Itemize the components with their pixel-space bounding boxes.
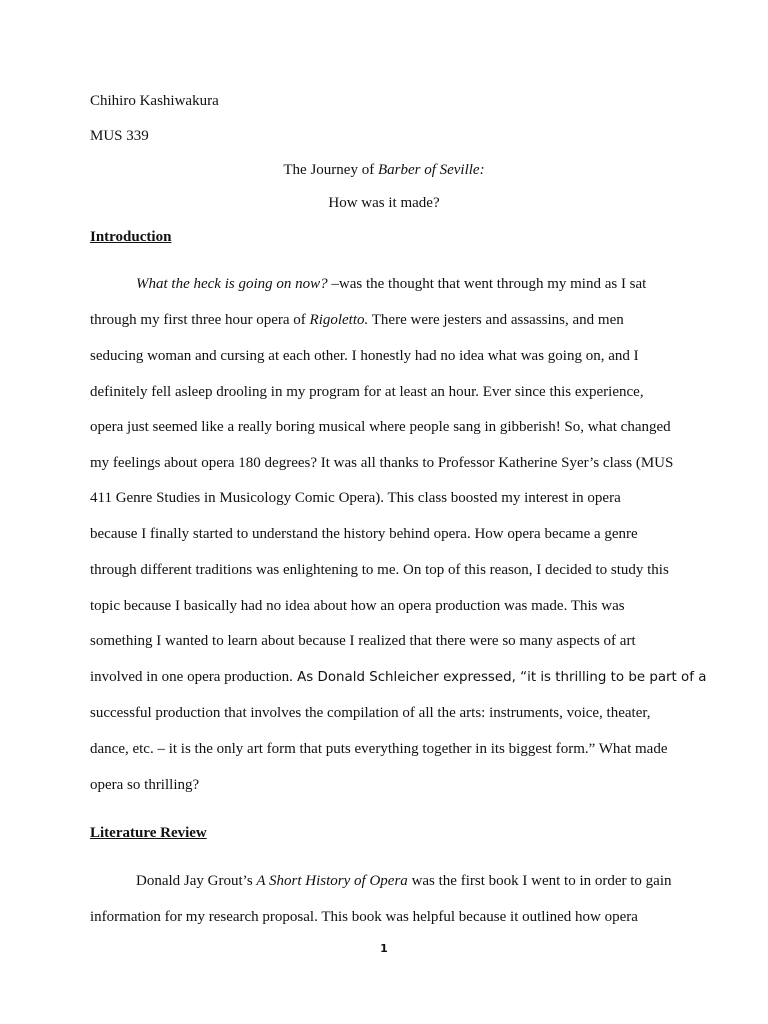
paragraph-line: seducing woman and cursing at each other. I honestly had no idea what was going on, and I [90, 348, 639, 364]
paragraph-line: opera just seemed like a really boring musical where people sang in gibberish! So, what changed [90, 419, 671, 435]
document-subtitle: How was it made? [328, 195, 440, 211]
title-prefix: The Journey of [283, 162, 378, 178]
introduction-heading: Introduction [90, 229, 172, 245]
paragraph-line: topic because I basically had no idea about how an opera production was made. This was [90, 598, 625, 614]
title-italic: Barber of Seville: [377, 162, 485, 178]
paragraph-line: something I wanted to learn about because I realized that there were so many aspects of art [90, 633, 636, 649]
paragraph-line: 411 Genre Studies in Musicology Comic Opera). This class boosted my interest in opera [90, 490, 621, 506]
italic-phrase: A Short History of Opera [256, 873, 408, 889]
paragraph-line [90, 311, 624, 329]
paragraph-line: definitely fell asleep drooling in my program for at least an hour. Ever since this experience, [90, 384, 644, 400]
italic-phrase: Rigoletto. [309, 312, 369, 328]
line-text: through my first three hour opera of [90, 312, 310, 328]
literature-review-heading: Literature Review [90, 825, 207, 841]
paragraph-line: because I finally started to understand the history behind opera. How opera became a genre [90, 526, 638, 542]
author-name: Chihiro Kashiwakura [90, 93, 219, 109]
page-number: 1 [380, 942, 388, 955]
paragraph-line: information for my research proposal. This book was helpful because it outlined how opera [90, 909, 638, 925]
paragraph-line: my feelings about opera 180 degrees? It was all thanks to Professor Katherine Syer’s class (MUS [90, 455, 674, 471]
paragraph-line: dance, etc. – it is the only art form that puts everything together in its biggest form.” What made [90, 741, 668, 757]
paragraph-line: through different traditions was enlightening to me. On top of this reason, I decided to study this [90, 562, 669, 578]
line-text: was the first book I went to in order to gain [407, 873, 672, 889]
paragraph-line: successful production that involves the compilation of all the arts: instruments, voice, theater, [90, 705, 651, 721]
paragraph-line [136, 275, 646, 293]
line-text: There were jesters and assassins, and men [368, 312, 624, 328]
document-title [0, 161, 768, 179]
line-text: –was the thought that went through my mind as I sat [327, 276, 647, 292]
course-code: MUS 339 [90, 128, 149, 144]
paragraph-line [90, 668, 706, 687]
italic-phrase: What the heck is going on now? [136, 276, 328, 292]
paragraph-line: opera so thrilling? [90, 777, 200, 793]
quote-text: As Donald Schleicher expressed, “it is thrilling to be part of a [292, 670, 707, 685]
paragraph-line [136, 872, 672, 890]
line-text: Donald Jay Grout’s [136, 873, 257, 889]
line-text: involved in one opera production. [90, 669, 293, 685]
